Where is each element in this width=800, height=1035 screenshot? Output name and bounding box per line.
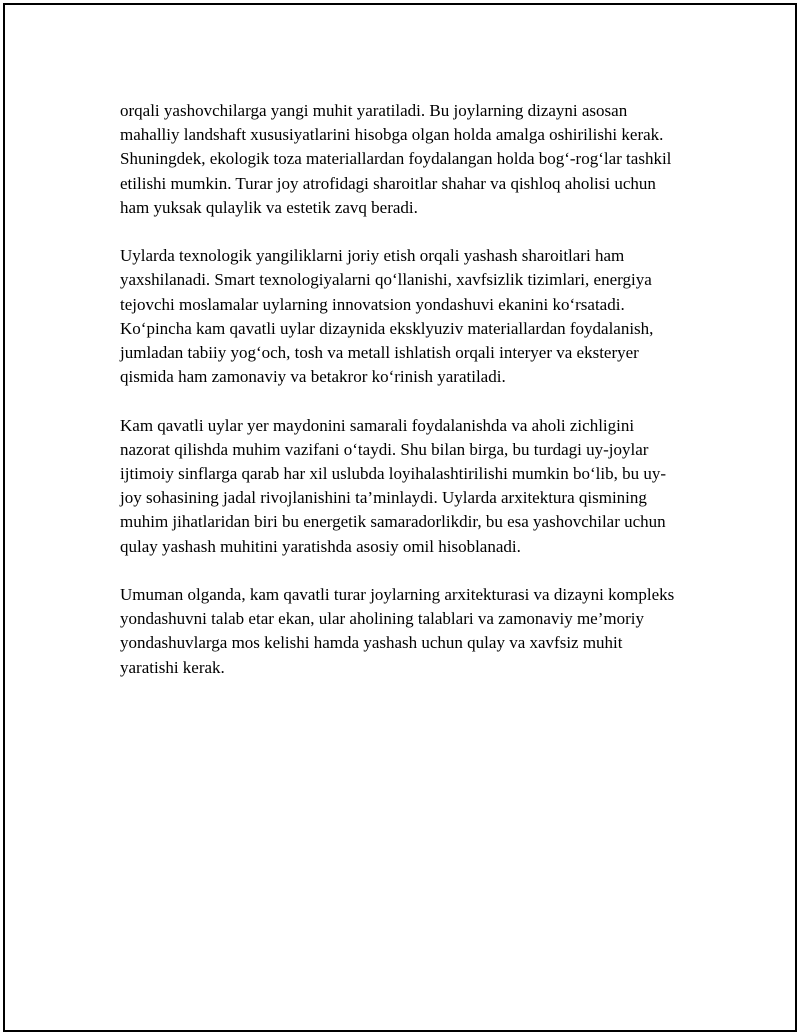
paragraph-4: Umuman olganda, kam qavatli turar joylarning arxitekturasi va dizayni kompleks yondashuvni talab etar ekan, ular aholining talablari va zamonaviy me’moriy yondashuvlarga mos kelishi hamda yashash uchun qulay va xavfsiz muhit yaratishi kerak. [120,585,675,677]
document-body [120,99,680,704]
paragraph-2: Uylarda texnologik yangiliklarni joriy etish orqali yashash sharoitlari ham yaxshilanadi. Smart texnologiyalarni qo‘llanishi, xavfsizlik tizimlari, energiya tejovchi moslamalar uylarning innovatsion yondashuvi ekanini ko‘rsatadi. Ko‘pincha kam qavatli uylar dizaynida eksklyuziv materiallardan foydalanish, jumladan tabiiy yog‘och, tosh va metall ishlatish orqali interyer va eksteryer qismida ham zamonaviy va betakror ko‘rinish yaratiladi. [120,246,654,387]
paragraph-1: orqali yashovchilarga yangi muhit yaratiladi. Bu joylarning dizayni asosan mahalliy landshaft xususiyatlarini hisobga olgan holda amalga oshirilishi kerak. Shuningdek, ekologik toza materiallardan foydalangan holda bog‘-rog‘lar tashkil etilishi mumkin. Turar joy atrofidagi sharoitlar shahar va qishloq aholisi uchun ham yuksak qulaylik va estetik zavq beradi. [120,101,672,217]
document-page [3,3,797,1032]
paragraph-3: Kam qavatli uylar yer maydonini samarali foydalanishda va aholi zichligini nazorat qilishda muhim vazifani o‘taydi. Shu bilan birga, bu turdagi uy-joylar ijtimoiy sinflarga qarab har xil uslubda loyihalashtirilishi mumkin bo‘lib, bu uy-joy sohasining jadal rivojlanishini ta’minlaydi. Uylarda arxitektura qismining muhim jihatlaridan biri bu energetik samaradorlikdir, bu esa yashovchilar uchun qulay yashash muhitini yaratishda asosiy omil hisoblanadi. [120,415,666,556]
